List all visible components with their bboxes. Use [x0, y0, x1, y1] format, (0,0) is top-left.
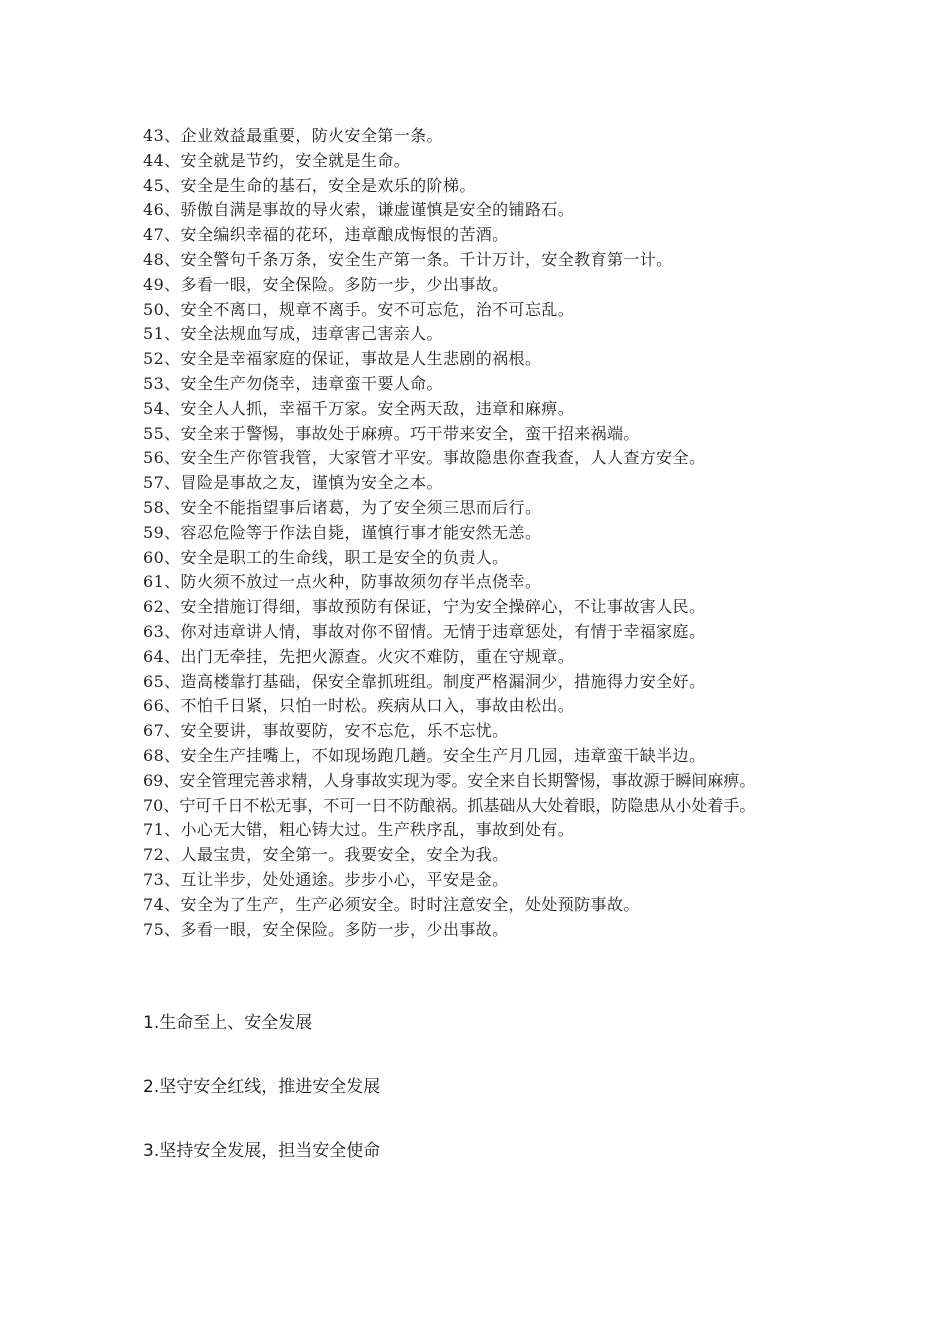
slogan-item: 70、宁可千日不松无事，不可一日不防酿祸。抓基础从大处着眼，防隐患从小处着手。: [143, 795, 756, 815]
slogan-item: 67、安全要讲，事故要防，安不忘危，乐不忘忧。: [143, 721, 509, 741]
slogan-item: 59、容忍危险等于作法自毙，谨慎行事才能安然无恙。: [143, 522, 542, 542]
theme-item: 1.生命至上、安全发展: [143, 1013, 313, 1033]
slogan-item: 64、出门无牵挂，先把火源查。火灾不难防，重在守规章。: [143, 646, 575, 666]
slogan-item: 51、安全法规血写成，违章害己害亲人。: [143, 324, 443, 344]
slogan-item: 72、人最宝贵，安全第一。我要安全，安全为我。: [143, 845, 509, 865]
slogan-item: 47、安全编织幸福的花环，违章酿成悔恨的苦酒。: [143, 225, 509, 245]
theme-item: 2.坚守安全红线，推进安全发展: [143, 1077, 381, 1097]
slogan-item: 43、企业效益最重要，防火安全第一条。: [143, 126, 443, 145]
slogan-item: 54、安全人人抓，幸福千万家。安全两天敌，违章和麻痹。: [143, 398, 575, 418]
slogan-item: 66、不怕千日紧，只怕一时松。疾病从口入，事故由松出。: [143, 696, 575, 716]
slogan-item: 65、造高楼靠打基础，保安全靠抓班组。制度严格漏洞少，措施得力安全好。: [143, 671, 706, 691]
slogan-item: 45、安全是生命的基石，安全是欢乐的阶梯。: [143, 175, 476, 195]
slogan-item: 56、安全生产你管我管，大家管才平安。事故隐患你查我查，人人查方安全。: [143, 448, 706, 468]
slogan-item: 61、防火须不放过一点火种，防事故须勿存半点侥幸。: [143, 572, 542, 592]
safety-theme-list: [143, 1010, 818, 1202]
slogan-item: 75、多看一眼，安全保险。多防一步，少出事故。: [143, 919, 509, 939]
slogan-item: 68、安全生产挂嘴上，不如现场跑几趟。安全生产月几园，违章蛮干缺半边。: [143, 745, 706, 765]
slogan-item: 55、安全来于警惕，事故处于麻痹。巧干带来安全，蛮干招来祸端。: [143, 423, 640, 443]
slogan-item: 48、安全警句千条万条，安全生产第一条。千计万计，安全教育第一计。: [143, 249, 673, 269]
slogan-item: 57、冒险是事故之友，谨慎为安全之本。: [143, 473, 443, 493]
slogan-item: 73、互让半步，处处通途。步步小心，平安是金。: [143, 869, 509, 889]
slogan-item: 58、安全不能指望事后诸葛，为了安全须三思而后行。: [143, 497, 542, 517]
slogan-item: 50、安全不离口，规章不离手。安不可忘危，治不可忘乱。: [143, 299, 575, 319]
slogan-item: 49、多看一眼，安全保险。多防一步，少出事故。: [143, 274, 509, 294]
slogan-item: 69、安全管理完善求精，人身事故实现为零。安全来自长期警惕，事故源于瞬间麻痹。: [143, 770, 756, 790]
slogan-item: 74、安全为了生产，生产必须安全。时时注意安全，处处预防事故。: [143, 894, 640, 914]
slogan-item: 44、安全就是节约，安全就是生命。: [143, 150, 411, 170]
slogan-item: 63、你对违章讲人情，事故对你不留情。无情于违章惩处，有情于幸福家庭。: [143, 621, 706, 641]
slogan-item: 53、安全生产勿侥幸，违章蛮干要人命。: [143, 373, 443, 393]
slogan-item: 71、小心无大错，粗心铸大过。生产秩序乱，事故到处有。: [143, 820, 575, 840]
slogan-item: 46、骄傲自满是事故的导火索，谦虚谨慎是安全的铺路石。: [143, 200, 575, 220]
slogan-item: 62、安全措施订得细，事故预防有保证，宁为安全操碎心，不让事故害人民。: [143, 597, 706, 617]
slogan-item: 60、安全是职工的生命线，职工是安全的负责人。: [143, 547, 509, 567]
theme-item: 3.坚持安全发展，担当安全使命: [143, 1141, 381, 1161]
slogan-item: 52、安全是幸福家庭的保证，事故是人生悲剧的祸根。: [143, 349, 542, 369]
safety-slogan-list: [143, 124, 818, 942]
